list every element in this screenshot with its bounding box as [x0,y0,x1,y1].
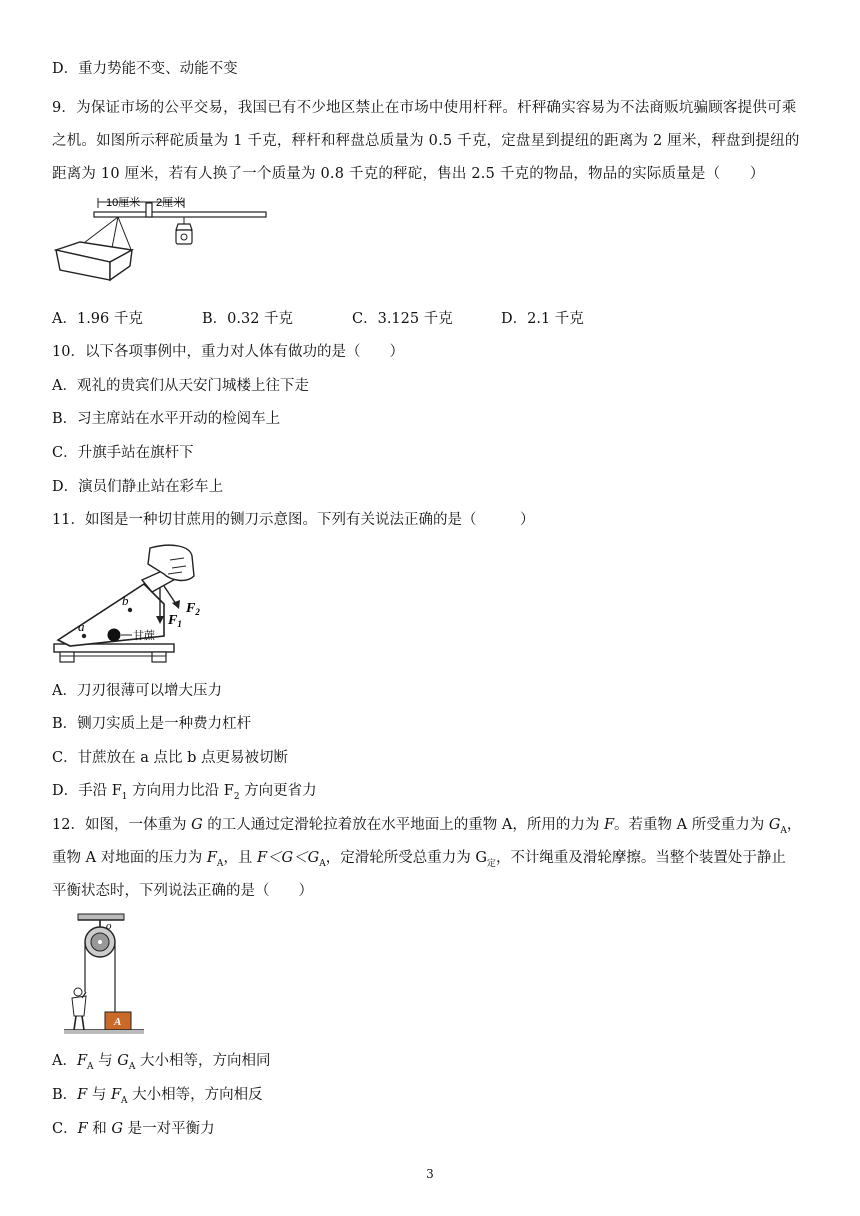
q12-option-b: B．F 与 $F_A$ 大小相等，方向相反 [52,1087,263,1106]
dim-label-2cm: 2厘米 [156,197,185,209]
q11-question-text: 11．如图是一种切甘蔗用的铡刀示意图。下列有关说法正确的是（ ） [52,512,535,528]
point-b-label: b [122,593,129,608]
q11-option-a: A．刀刃很薄可以增大压力 [52,683,222,699]
q10-option-d: D．演员们静止站在彩车上 [52,479,224,495]
dim-label-10cm: 10厘米 [106,197,141,209]
q12-question-line1: 12．如图，一体重为 G 的工人通过定滑轮拉着放在水平地面上的重物 A，所用的力为 F。若重物 A 所受重力为 $G_A$， [52,817,802,836]
q8-option-d: D．重力势能不变、动能不变 [52,61,238,77]
box-a-label: A [114,1016,122,1028]
svg-text:F2 [185,601,200,617]
q9-options [52,309,812,329]
guillotine-cutter-figure [52,540,207,666]
sugarcane-label: 甘蔗 [133,629,155,642]
q9-option-b: B．0.32 千克 [202,311,294,327]
pulley-o-label: o [106,920,112,932]
q11-option-c: C．甘蔗放在 a 点比 b 点更易被切断 [52,750,288,766]
svg-text:F1 [167,613,182,629]
force-f2-label: F [186,601,196,616]
pulley-figure [60,912,150,1036]
q9-option-d: D．2.1 千克 [501,311,584,327]
steelyard-figure [52,194,272,286]
q12-question-line3: 平衡状态时，下列说法正确的是（ ） [52,883,313,899]
q9-option-c: C．3.125 千克 [352,311,453,327]
f1-subscript: 1 [121,791,128,802]
q12-option-a: A．$F_A$ 与 $G_A$ 大小相等，方向相同 [52,1053,271,1072]
page-number: 3 [426,1167,434,1181]
q10-question-text: 10．以下各项事例中，重力对人体有做功的是（ ） [52,344,404,360]
q12-option-c: C．F 和 G 是一对平衡力 [52,1121,215,1137]
point-a-label: a [78,619,85,634]
q9-question-text: 9．为保证市场的公平交易，我国已有不少地区禁止在市场中使用杆秤。杆秤确实容易为不法商贩坑骗顾客提供可乘之机。如图所示秤砣质量为 1 千克，秤杆和秤盘总质量为 0.5 千克，定盘星到提纽的距离为 2 厘米，秤盘到提纽的距离为 10 厘米，若有人换了一个质量为 0.8 千克的秤砣，售出 2.5 千克的物品，物品的实际质量是（ ） [52,100,800,182]
force-f1-label: F [168,613,178,628]
force-f2-subscript: 2 [195,607,200,617]
q10-option-c: C．升旗手站在旗杆下 [52,445,194,461]
q12-question-line2: 重物 A 对地面的压力为 $F_A$，且 $F<G<G_A$，定滑轮所受总重力为 $G_定$，不计绳重及滑轮摩擦。当整个装置处于静止 [52,850,786,869]
q10-option-a: A．观礼的贵宾们从天安门城楼上往下走 [52,378,309,394]
q11-option-d: D．手沿 $F_1$ 方向用力比沿 $F_2$ 方向更省力 [52,783,317,802]
q11-option-b: B．铡刀实质上是一种费力杠杆 [52,716,252,732]
q9-option-a: A．1.96 千克 [52,311,143,327]
q10-option-b: B．习主席站在水平开动的检阅车上 [52,411,281,427]
f2-subscript: 2 [233,791,240,802]
force-f1-subscript: 1 [177,619,182,629]
